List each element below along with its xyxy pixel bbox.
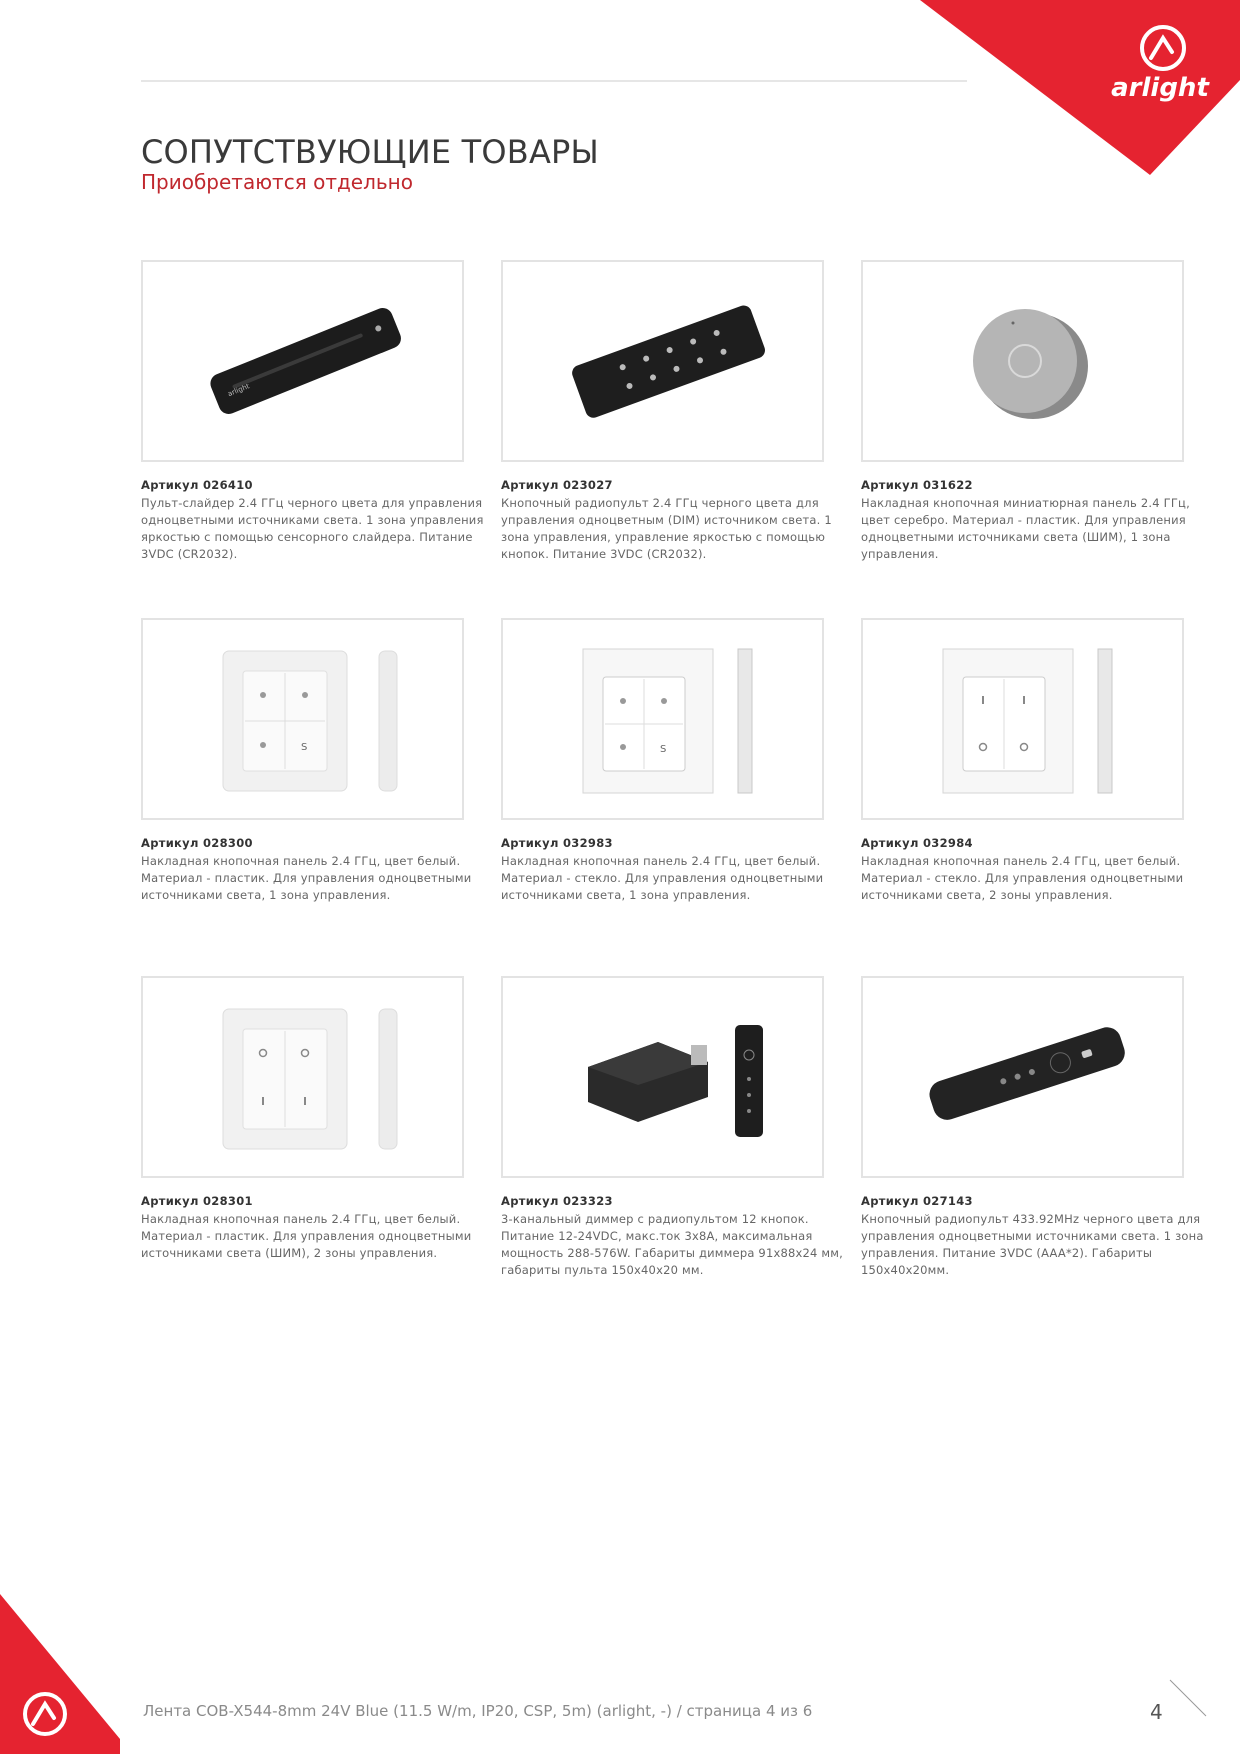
wall-panel-2zone-icon — [153, 987, 453, 1167]
product-description: Кнопочный радиопульт 433.92MHz черного цвета для управления одноцветными источниками света. 1 зона управления. Питание 3VDC (AAA*2). Габариты 150х40х20мм. — [861, 1212, 1204, 1277]
svg-text:arlight: arlight — [226, 382, 251, 399]
page-number: 4 — [1150, 1700, 1163, 1724]
top-divider — [141, 80, 967, 82]
product-description: 3-канальный диммер с радиопультом 12 кнопок. Питание 12-24VDC, макс.ток 3х8А, максимальная мощность 288-576W. Габариты диммера 91х88х24 мм, габариты пульта 150х40х20 мм. — [501, 1212, 843, 1277]
product-card[interactable] — [861, 618, 1221, 904]
brand-corner-bottom — [0, 1594, 120, 1754]
product-description: Накладная кнопочная панель 2.4 ГГц, цвет белый. Материал - стекло. Для управления одноцветными источниками света, 2 зоны управления. — [861, 854, 1184, 902]
page-slash-icon — [1168, 1678, 1208, 1718]
page-subtitle: Приобретаются отдельно — [141, 170, 413, 194]
product-photo — [861, 618, 1184, 820]
button-remote-icon — [513, 271, 813, 451]
product-photo — [141, 260, 464, 462]
wall-panel-icon — [153, 629, 453, 809]
product-photo — [861, 260, 1184, 462]
product-sku: Артикул 031622 — [861, 478, 973, 492]
product-description: Накладная кнопочная панель 2.4 ГГц, цвет белый. Материал - пластик. Для управления одноцветными источниками света, 1 зона управления. — [141, 854, 472, 902]
glass-panel-icon — [513, 629, 813, 809]
slider-remote-icon — [153, 271, 453, 451]
product-card[interactable] — [861, 976, 1221, 1279]
product-card[interactable] — [501, 976, 861, 1279]
logo-text: arlight — [1111, 73, 1209, 103]
product-card[interactable] — [501, 618, 861, 904]
product-photo — [501, 976, 824, 1178]
page-title: СОПУТСТВУЮЩИЕ ТОВАРЫ — [141, 133, 599, 172]
product-description: Накладная кнопочная панель 2.4 ГГц, цвет белый. Материал - стекло. Для управления одноцветными источниками света, 1 зона управления. — [501, 854, 824, 902]
product-photo — [141, 618, 464, 820]
product-sku: Артикул 026410 — [141, 478, 253, 492]
product-sku: Артикул 028300 — [141, 836, 253, 850]
product-description: Пульт-слайдер 2.4 ГГц черного цвета для управления одноцветными источниками света. 1 зона управления яркостью с помощью сенсорного слайдера. Питание 3VDC (CR2032). — [141, 496, 484, 561]
product-sku: Артикул 023323 — [501, 1194, 613, 1208]
product-card[interactable] — [141, 260, 501, 563]
product-photo — [501, 260, 824, 462]
round-panel-icon — [873, 271, 1173, 451]
footer-text: Лента COB-X544-8mm 24V Blue (11.5 W/m, IP20, CSP, 5m) (arlight, -) / страница 4 из 6 — [143, 1702, 813, 1720]
glass-panel-2zone-icon — [873, 629, 1173, 809]
product-description: Накладная кнопочная миниатюрная панель 2.4 ГГц, цвет серебро. Материал - пластик. Для управления одноцветными источниками света (ШИМ), 1 зона управления. — [861, 496, 1190, 561]
product-photo — [501, 618, 824, 820]
svg-text:S: S — [300, 742, 307, 753]
product-card[interactable] — [501, 260, 861, 563]
product-description: Кнопочный радиопульт 2.4 ГГц черного цвета для управления одноцветным (DIM) источником света. 1 зона управления, управление яркостью с помощью кнопок. Питание 3VDC (CR2032). — [501, 496, 832, 561]
product-sku: Артикул 028301 — [141, 1194, 253, 1208]
product-card[interactable] — [141, 976, 501, 1262]
product-photo — [861, 976, 1184, 1178]
product-photo — [141, 976, 464, 1178]
product-sku: Артикул 032984 — [861, 836, 973, 850]
product-description: Накладная кнопочная панель 2.4 ГГц, цвет белый. Материал - пластик. Для управления одноцветными источниками света (ШИМ), 2 зоны управления. — [141, 1212, 472, 1260]
product-sku: Артикул 032983 — [501, 836, 613, 850]
long-remote-icon — [873, 987, 1173, 1167]
product-card[interactable] — [141, 618, 501, 904]
product-sku: Артикул 023027 — [501, 478, 613, 492]
product-card[interactable] — [861, 260, 1221, 563]
dimmer-with-remote-icon — [513, 987, 813, 1167]
product-sku: Артикул 027143 — [861, 1194, 973, 1208]
svg-text:S: S — [659, 744, 666, 755]
brand-corner — [920, 0, 1240, 175]
